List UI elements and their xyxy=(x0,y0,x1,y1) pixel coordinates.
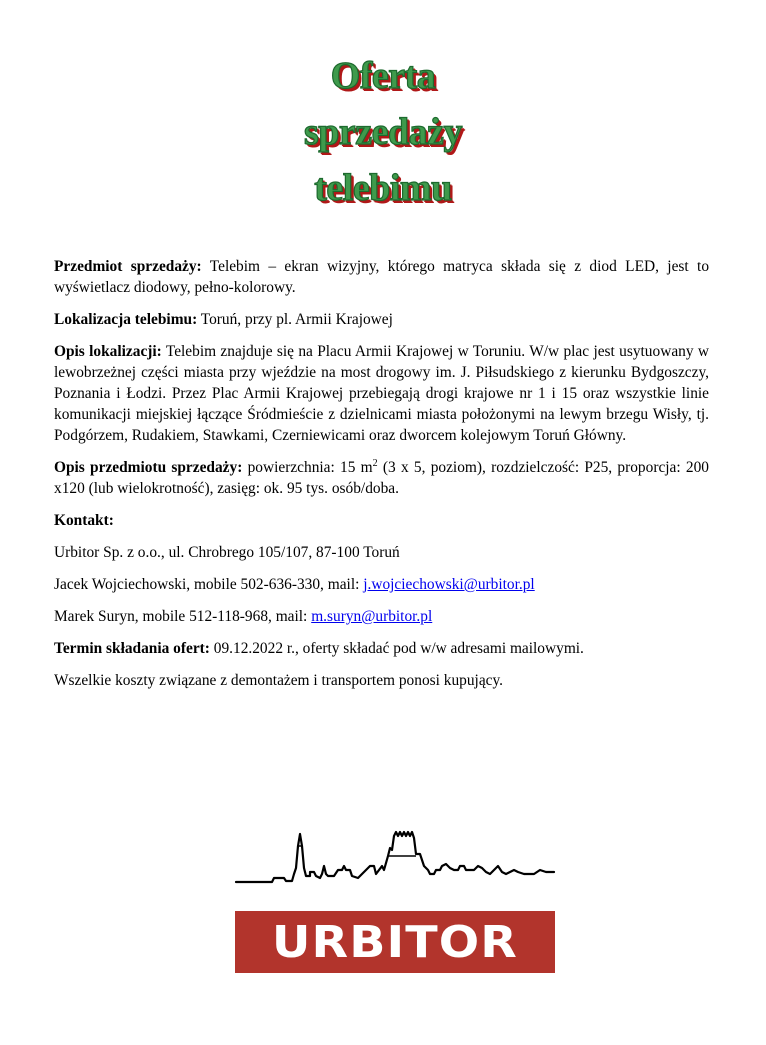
city-skyline-icon xyxy=(234,826,556,890)
title-line-1: Oferta xyxy=(330,55,436,97)
subject-label: Przedmiot sprzedaży: xyxy=(54,258,202,275)
deadline-label: Termin składania ofert: xyxy=(54,640,210,657)
subject-description-label: Opis przedmiotu sprzedaży: xyxy=(54,459,243,476)
location-description-label: Opis lokalizacji: xyxy=(54,343,162,360)
area-unit-superscript: 2 xyxy=(372,457,378,469)
subject-description-text-b: (3 x 5, poziom), rozdzielczość: P25, proporcja: 200 x120 (lub wielokrotność), zasięg: ok. 95 tys. osób/doba. xyxy=(54,459,709,497)
offer-content xyxy=(54,256,709,702)
location-description-paragraph xyxy=(54,341,709,446)
location-text: Toruń, przy pl. Armii Krajowej xyxy=(197,311,393,328)
deadline-paragraph xyxy=(54,638,709,659)
contact-person-1 xyxy=(54,574,709,595)
contact-company: Urbitor Sp. z o.o., ul. Chrobrego 105/107, 87-100 Toruń xyxy=(54,544,400,561)
contact-person-2-text: Marek Suryn, mobile 512-118-968, mail: xyxy=(54,608,312,625)
subject-description-text-a: powierzchnia: 15 m xyxy=(242,459,373,476)
location-label: Lokalizacja telebimu: xyxy=(54,311,198,328)
page-title xyxy=(0,48,766,216)
contact-label: Kontakt: xyxy=(54,512,114,529)
contact-heading xyxy=(54,510,709,531)
contact-person-1-text: Jacek Wojciechowski, mobile 502-636-330, mail: xyxy=(54,576,364,593)
subject-paragraph xyxy=(54,256,709,298)
logo-text: URBITOR xyxy=(271,916,519,968)
email-link-2[interactable]: m.suryn@urbitor.pl xyxy=(311,608,433,625)
location-paragraph xyxy=(54,309,709,330)
location-description-text: Telebim znajduje się na Placu Armii Krajowej w Toruniu. W/w plac jest usytuowany w lewobrzeżnej części miasta przy wjeździe na most drogowy im. J. Piłsudskiego z kierunku Bydgoszczy, Poznania i Łodzi. Przez Plac Armii Krajowej przebiegają drogi krajowe nr 1 i 15 oraz wszystkie linie komunikacji miejskiej łączące Śródmieście z dzielnicami miasta położonymi na lewym brzegu Wisły, tj. Podgórzem, Rudakiem, Stawkami, Czerniewicami oraz dworcem kolejowym Toruń Główny. xyxy=(54,343,709,444)
contact-person-2 xyxy=(54,606,709,627)
subject-text: Telebim – ekran wizyjny, którego matryca składa się z diod LED, jest to wyświetlacz diodowy, pełno-kolorowy. xyxy=(54,258,710,296)
deadline-text: 09.12.2022 r., oferty składać pod w/w adresami mailowymi. xyxy=(209,640,584,657)
title-line-2: sprzedaży xyxy=(303,111,463,153)
costs-paragraph: Wszelkie koszty związane z demontażem i transportem ponosi kupujący. xyxy=(54,672,504,689)
subject-description-paragraph xyxy=(54,457,709,499)
title-line-3: telebimu xyxy=(314,167,452,209)
urbitor-logo xyxy=(235,911,555,973)
email-link-1[interactable]: j.wojciechowski@urbitor.pl xyxy=(363,576,535,593)
